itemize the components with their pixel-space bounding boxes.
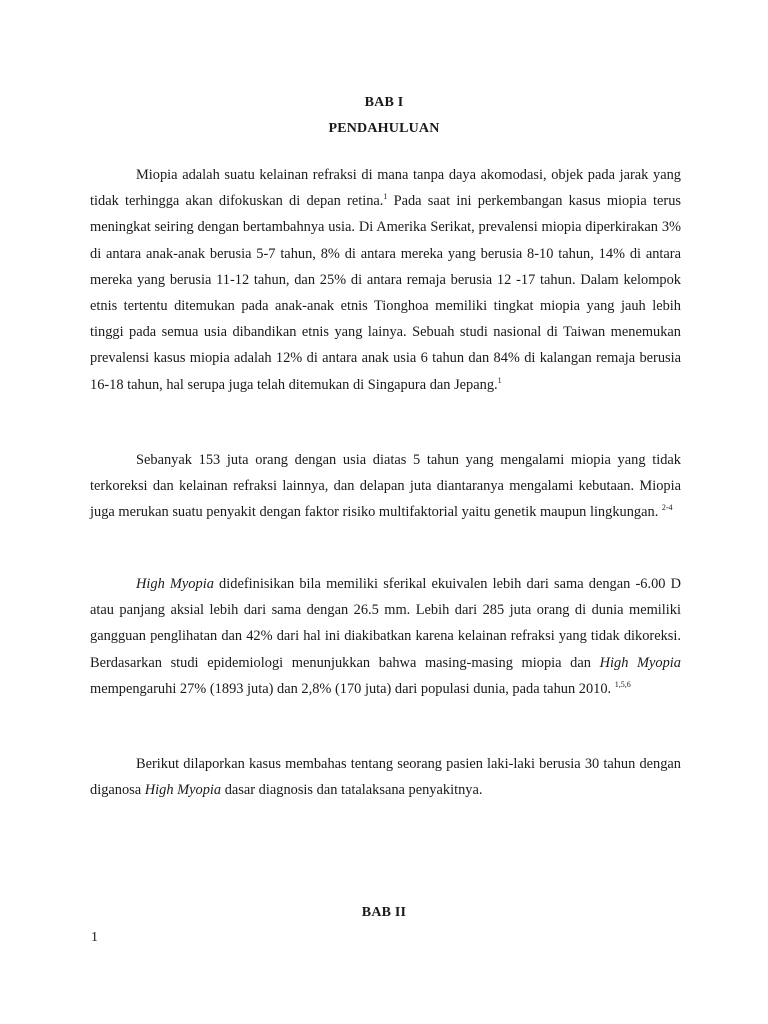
paragraph-4-text-b: dasar diagnosis dan tatalaksana penyakitnya.: [221, 782, 483, 799]
paragraph-3-text-a: didefinisikan bila memiliki sferikal ekuivalen lebih dari sama dengan -6.00 D atau panjang aksial lebih dari sama dengan 26.5 mm. Lebih dari 285 juta orang di dunia memiliki gangguan penglihatan dan 42% dari hal ini diakibatkan karena kelainan refraksi yang tidak dikoreksi. Berdasarkan studi epidemiologi menunjukkan bahwa masing-masing miopia dan: [90, 576, 682, 671]
page-number: 1: [91, 930, 98, 945]
chapter-heading: BAB I: [364, 95, 404, 110]
term-high-myopia: High Myopia: [599, 654, 681, 671]
term-high-myopia: High Myopia: [144, 782, 222, 799]
paragraph-4: [90, 751, 681, 803]
paragraph-4-text-a: Berikut dilaporkan kasus membahas tentang seorang pasien laki-laki berusia 30 tahun dengan diganosa: [90, 756, 681, 799]
citation: 2-4: [661, 503, 673, 513]
paragraph-1-text-b: Pada saat ini perkembangan kasus miopia terus meningkat seiring dengan bertambahnya usia. Di Amerika Serikat, prevalensi miopia diperkirakan 3% di antara anak-anak berusia 5-7 tahun, 8% di antara mereka yang berusia 8-10 tahun, 14% di antara mereka yang berusia 11-12 tahun, dan 25% di antara remaja berusia 12 -17 tahun. Dalam kelompok etnis tertentu ditemukan pada anak-anak etnis Tionghoa memiliki tingkat miopia yang jauh lebih tinggi pada semua usia dibandikan etnis yang lainya. Sebuah studi nasional di Taiwan menemukan prevalensi kasus miopia adalah 12% di antara anak usia 6 tahun dan 84% di kalangan remaja berusia 16-18 tahun, hal serupa juga telah ditemukan di Singapura dan Jepang.: [90, 193, 681, 393]
citation: 1: [383, 192, 388, 202]
paragraph-1-text-a: Miopia adalah suatu kelainan refraksi di mana tanpa daya akomodasi, objek pada jarak yang tidak terhingga akan difokuskan di depan retina.: [90, 167, 681, 210]
citation: 1,5,6: [614, 679, 631, 689]
paragraph-3: [90, 571, 681, 702]
term-high-myopia: High Myopia: [136, 576, 214, 592]
next-chapter-heading: BAB II: [361, 905, 407, 920]
paragraph-1: [90, 162, 681, 398]
paragraph-2-text: Sebanyak 153 juta orang dengan usia diatas 5 tahun yang mengalami miopia yang tidak terkoreksi dan kelainan refraksi lainnya, dan delapan juta diantaranya mengalami kebutaan. Miopia juga merukan suatu penyakit dengan faktor risiko multifaktorial yaitu genetik maupun lingkungan.: [90, 452, 681, 521]
paragraph-3-text-b: mempengaruhi 27% (1893 juta) dan 2,8% (170 juta) dari populasi dunia, pada tahun 2010.: [90, 680, 615, 697]
paragraph-2: [90, 447, 681, 526]
chapter-title: PENDAHULUAN: [328, 121, 440, 136]
citation: 1: [497, 375, 502, 385]
